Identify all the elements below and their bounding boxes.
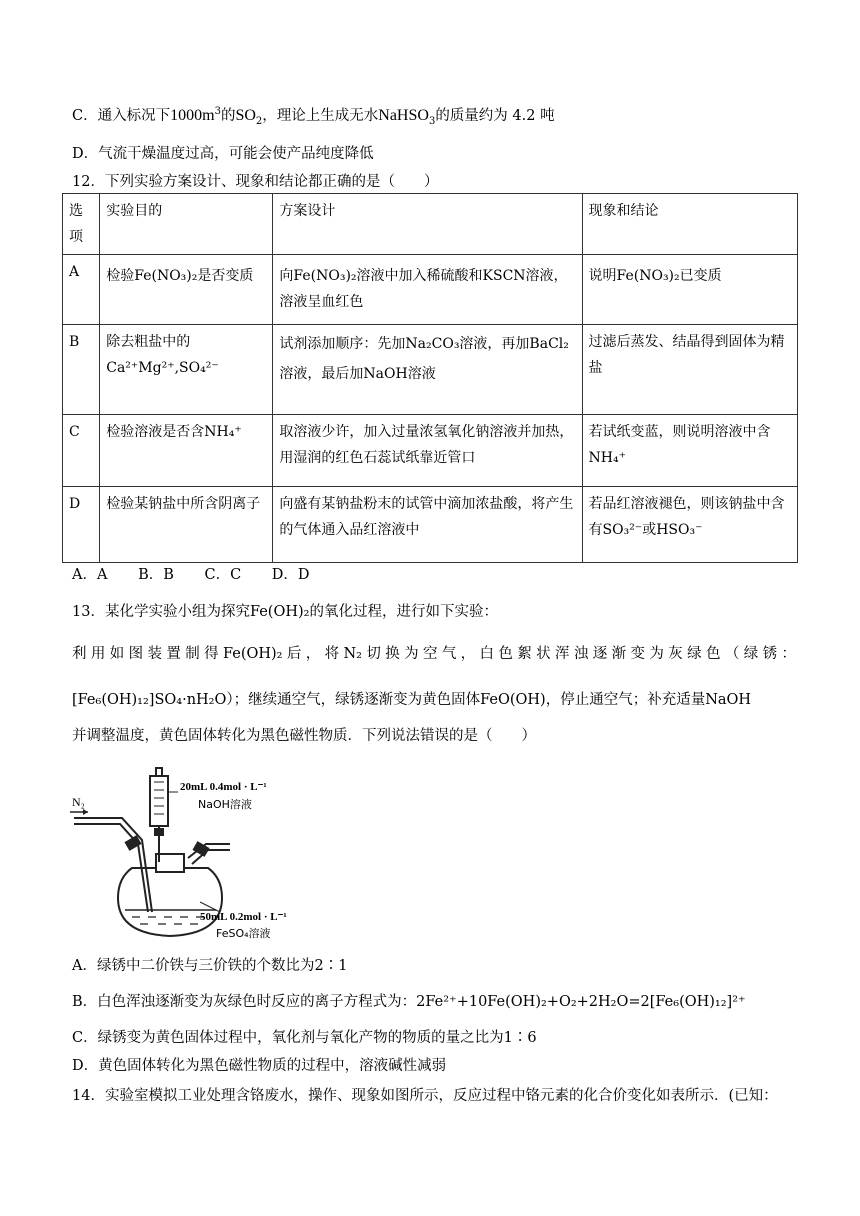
q13-option-d: D．黄色固体转化为黑色磁性物质的过程中，溶液碱性减弱 — [72, 1058, 447, 1074]
table-row — [63, 255, 798, 325]
label-naoh: NaOH溶液 — [198, 798, 252, 811]
row-result: 若品红溶液褪色，则该钠盐中含有SO₃²⁻或HSO₃⁻ — [582, 487, 797, 563]
label-feso4: FeSO₄溶液 — [216, 927, 271, 940]
row-design: 取溶液少许，加入过量浓氢氧化钠溶液并加热，用湿润的红色石蕊试纸靠近管口 — [273, 415, 582, 487]
row-purpose: 检验Fe(NO₃)₂是否变质 — [100, 255, 273, 325]
table-row — [63, 415, 798, 487]
q13-paragraph-2: [Fe₆(OH)₁₂]SO₄·nH₂O）；继续通空气，绿锈逐渐变为黄色固体FeO(OH)，停止通空气；补充适量NaOH — [72, 692, 752, 708]
row-purpose: 检验溶液是否含NH₄⁺ — [100, 415, 273, 487]
q11-option-c — [72, 104, 555, 125]
row-option: C — [63, 415, 100, 487]
apparatus-diagram — [70, 762, 300, 942]
table-row — [63, 487, 798, 563]
row-result: 说明Fe(NO₃)₂已变质 — [582, 255, 797, 325]
q13-stem: 13．某化学实验小组为探究Fe(OH)₂的氧化过程，进行如下实验： — [72, 604, 498, 620]
q13-option-c: C．绿锈变为黄色固体过程中，氧化剂与氧化产物的物质的量之比为1∶6 — [72, 1030, 537, 1046]
header-option: 选项 — [63, 194, 100, 255]
dropping-funnel — [150, 776, 168, 826]
q13-paragraph-3: 并调整温度，黄色固体转化为黑色磁性物质．下列说法错误的是（ ） — [72, 728, 536, 744]
row-design: 向Fe(NO₃)₂溶液中加入稀硫酸和KSCN溶液，溶液呈血红色 — [273, 255, 582, 325]
label-feso4-conc: 50mL 0.2mol · L⁻¹ — [200, 911, 287, 923]
row-result: 若试纸变蓝，则说明溶液中含NH₄⁺ — [582, 415, 797, 487]
row-option: A — [63, 255, 100, 325]
q11-option-d: D．气流干燥温度过高，可能会使产品纯度降低 — [72, 146, 374, 162]
q13-option-b: B．白色浑浊逐渐变为灰绿色时反应的离子方程式为：2Fe²⁺+10Fe(OH)₂+O₂+2H₂O=2[Fe₆(OH)₁₂]²⁺ — [72, 994, 746, 1010]
row-purpose: 除去粗盐中的Ca²⁺Mg²⁺,SO₄²⁻ — [100, 325, 273, 415]
row-option: B — [63, 325, 100, 415]
row-design: 向盛有某钠盐粉末的试管中滴加浓盐酸，将产生的气体通入品红溶液中 — [273, 487, 582, 563]
row-result: 过滤后蒸发、结晶得到固体为精盐 — [582, 325, 797, 415]
q12-answer-a: A．A — [72, 567, 108, 583]
q14-stem: 14．实验室模拟工业处理含铬废水，操作、现象如图所示，反应过程中铬元素的化合价变化如表所示．(已知： — [72, 1088, 778, 1104]
q12-stem: 12．下列实验方案设计、现象和结论都正确的是（ ） — [72, 174, 439, 190]
header-result: 现象和结论 — [582, 194, 797, 255]
q11-option-c-text: C．通入标况下$1000m^3$的$SO_2$，理论上生成无水NaHSO$_3$的质量约为 4.2 吨 — [72, 106, 555, 127]
q12-table — [62, 193, 798, 563]
q12-answer-options — [72, 563, 336, 584]
row-option: D — [63, 487, 100, 563]
table-row — [63, 325, 798, 415]
q12-answer-d: D．D — [271, 567, 310, 583]
label-naoh-conc: 20mL 0.4mol · L⁻¹ — [180, 781, 267, 793]
row-design: 试剂添加顺序：先加Na₂CO₃溶液，再加BaCl₂溶液，最后加NaOH溶液 — [273, 325, 582, 415]
header-purpose: 实验目的 — [100, 194, 273, 255]
header-design: 方案设计 — [273, 194, 582, 255]
label-n2: N₂ — [72, 795, 85, 809]
table-header-row — [63, 194, 798, 255]
apparatus-figure — [70, 762, 300, 942]
q13-option-a: A．绿锈中二价铁与三价铁的个数比为2∶1 — [72, 958, 348, 974]
q13-paragraph-1: 利用如图装置制得Fe(OH)₂后，将N₂切换为空气，白色絮状浑浊逐渐变为灰绿色（绿锈： — [72, 646, 796, 662]
row-purpose: 检验某钠盐中所含阴离子 — [100, 487, 273, 563]
q12-answer-c: C．C — [204, 567, 242, 583]
q12-answer-b: B．B — [138, 567, 174, 583]
